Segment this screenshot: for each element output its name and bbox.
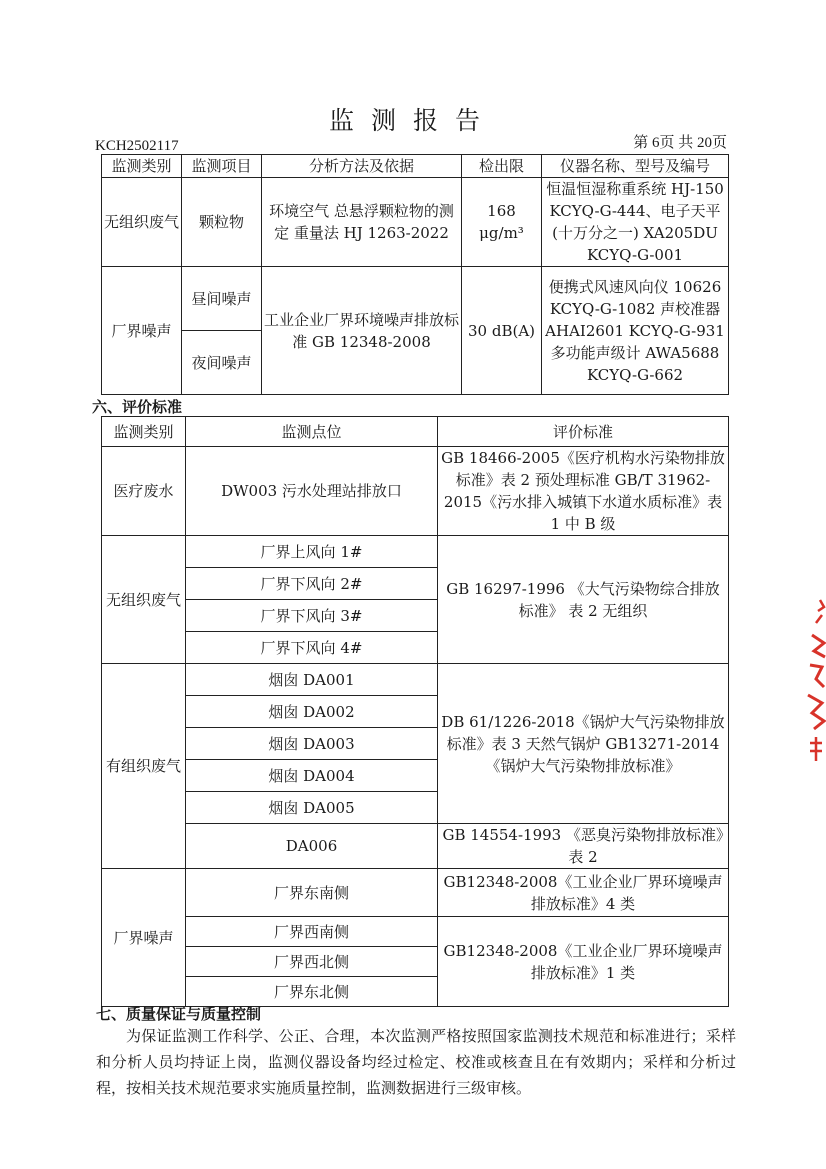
category-cell: 无组织废气 [102, 536, 186, 664]
limit-cell: 30 dB(A) [462, 267, 542, 395]
header-cell: 监测项目 [182, 155, 262, 178]
point-cell: 烟囱 DA001 [186, 664, 438, 696]
standard-cell: GB 14554-1993 《恶臭污染物排放标准》表 2 [438, 824, 729, 869]
table-row [102, 869, 729, 917]
standard-cell: GB12348-2008《工业企业厂界环境噪声排放标准》1 类 [438, 917, 729, 1007]
standard-cell: GB 16297-1996 《大气污染物综合排放标准》 表 2 无组织 [438, 536, 729, 664]
table-row [102, 824, 729, 869]
table-row [102, 178, 729, 267]
point-cell: 厂界下风向 3# [186, 600, 438, 632]
table-row [102, 664, 729, 696]
category-cell: 有组织废气 [102, 664, 186, 869]
method-cell: 环境空气 总悬浮颗粒物的测定 重量法 HJ 1263-2022 [262, 178, 462, 267]
point-cell: 厂界上风向 1# [186, 536, 438, 568]
header-cell: 监测类别 [102, 155, 182, 178]
table-header-row [102, 155, 729, 178]
header-cell: 仪器名称、型号及编号 [542, 155, 729, 178]
point-cell: DW003 污水处理站排放口 [186, 447, 438, 536]
table-row [102, 447, 729, 536]
header-cell: 监测类别 [102, 417, 186, 447]
point-cell: 厂界西南侧 [186, 917, 438, 947]
point-cell: 厂界东南侧 [186, 869, 438, 917]
table-row [102, 267, 729, 331]
report-title: 监测报告 [328, 106, 497, 135]
quality-control-paragraph: 为保证监测工作科学、公正、合理，本次监测严格按照国家监测技术规范和标准进行；采样和分析人员均持证上岗，监测仪器设备均经过检定、校准或核查且在有效期内；采样和分析过程，按相关技术规范要求实施质量控制，监测数据进行三级审核。 [96, 1027, 736, 1097]
item-cell: 夜间噪声 [182, 331, 262, 395]
point-cell: DA006 [186, 824, 438, 869]
item-cell: 颗粒物 [182, 178, 262, 267]
page-number: 第 6页 共 20页 [633, 135, 727, 151]
point-cell: 烟囱 DA004 [186, 760, 438, 792]
item-cell: 昼间噪声 [182, 267, 262, 331]
table-row [102, 917, 729, 947]
point-cell: 烟囱 DA005 [186, 792, 438, 824]
point-cell: 烟囱 DA003 [186, 728, 438, 760]
category-cell: 医疗废水 [102, 447, 186, 536]
category-cell: 厂界噪声 [102, 869, 186, 1007]
point-cell: 厂界下风向 2# [186, 568, 438, 600]
limit-cell: 168 μg/m³ [462, 178, 542, 267]
section-heading: 七、质量保证与质量控制 [96, 1005, 262, 1023]
red-seal-fragment-icon [798, 595, 826, 765]
method-cell: 工业企业厂界环境噪声排放标准 GB 12348-2008 [262, 267, 462, 395]
header-cell: 评价标准 [438, 417, 729, 447]
point-cell: 厂界西北侧 [186, 947, 438, 977]
instrument-cell: 恒温恒湿称重系统 HJ-150 KCYQ-G-444、电子天平(十万分之一) XA205DU KCYQ-G-001 [542, 178, 729, 267]
point-cell: 厂界东北侧 [186, 977, 438, 1007]
header-cell: 分析方法及依据 [262, 155, 462, 178]
standard-cell: DB 61/1226-2018《锅炉大气污染物排放标准》表 3 天然气锅炉 GB13271-2014 《锅炉大气污染物排放标准》 [438, 664, 729, 824]
category-cell: 厂界噪声 [102, 267, 182, 395]
evaluation-standard-table [101, 416, 729, 1007]
header-cell: 监测点位 [186, 417, 438, 447]
point-cell: 烟囱 DA002 [186, 696, 438, 728]
table-row [102, 536, 729, 568]
instrument-table [101, 154, 729, 395]
point-cell: 厂界下风向 4# [186, 632, 438, 664]
category-cell: 无组织废气 [102, 178, 182, 267]
standard-cell: GB 18466-2005《医疗机构水污染物排放标准》表 2 预处理标准 GB/T 31962-2015《污水排入城镇下水道水质标准》表 1 中 B 级 [438, 447, 729, 536]
header-cell: 检出限 [462, 155, 542, 178]
instrument-cell: 便携式风速风向仪 10626 KCYQ-G-1082 声校准器 AHAI2601 KCYQ-G-931 多功能声级计 AWA5688 KCYQ-G-662 [542, 267, 729, 395]
standard-cell: GB12348-2008《工业企业厂界环境噪声排放标准》4 类 [438, 869, 729, 917]
section-heading: 六、评价标准 [92, 398, 183, 416]
table-header-row [102, 417, 729, 447]
document-number: KCH2502117 [95, 138, 179, 154]
